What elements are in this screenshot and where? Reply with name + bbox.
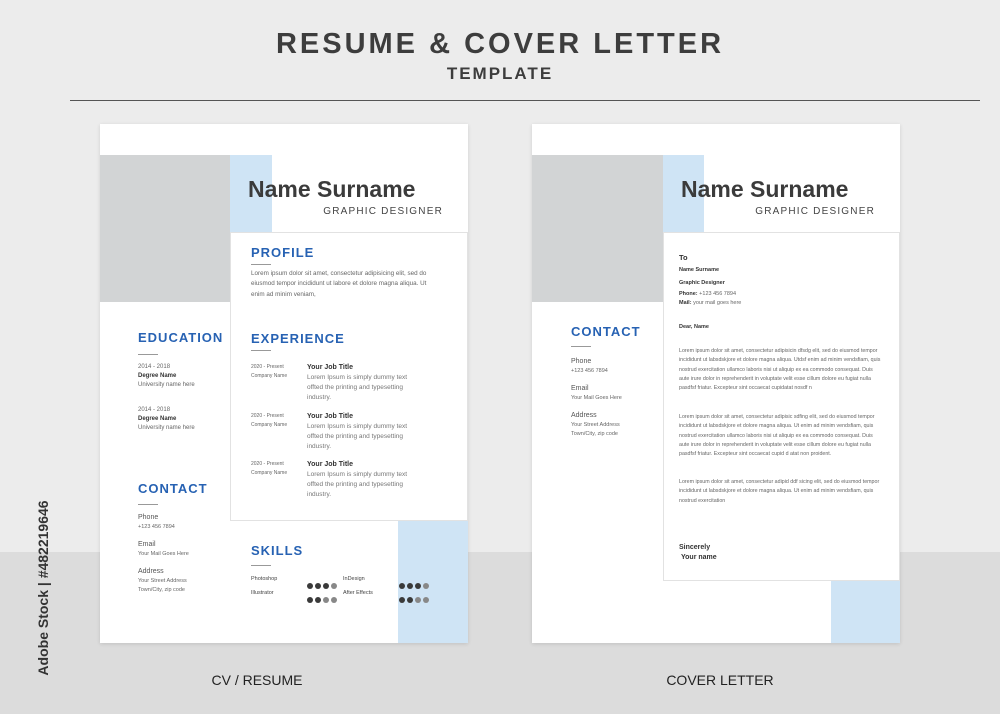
greeting: Dear, Name xyxy=(679,324,709,330)
skill-dot xyxy=(331,583,337,589)
mail-label: Mail: xyxy=(679,300,692,306)
exp-desc: Lorem Ipsum is simply dummy text xyxy=(307,374,408,381)
cv-page xyxy=(100,124,468,643)
email-label: Email xyxy=(138,541,156,548)
phone-value: +123 456 7894 xyxy=(138,524,175,530)
address-line1: Your Street Address xyxy=(138,578,187,584)
main-subtitle: TEMPLATE xyxy=(446,64,554,83)
mail-value: your mail goes here xyxy=(693,300,742,306)
address-label: Address xyxy=(138,568,164,575)
letter-card xyxy=(663,232,900,581)
email-value: Your Mail Goes Here xyxy=(138,551,189,557)
blue-block-bottom xyxy=(831,581,900,643)
exp-period: 2020 - Present xyxy=(251,364,284,370)
skill-dot xyxy=(407,583,413,589)
exp-company: Company Name xyxy=(251,470,288,476)
letter-contact xyxy=(571,357,622,439)
skill-dot xyxy=(331,597,337,603)
signature: Your name xyxy=(681,554,717,561)
skill-name: Illustrator xyxy=(251,590,274,596)
recipient-role: Graphic Designer xyxy=(679,280,725,286)
exp-desc: offted the printing and typesetting xyxy=(307,384,404,391)
heading-dash xyxy=(138,354,158,355)
experience-heading: EXPERIENCE xyxy=(251,331,345,346)
skill-dot xyxy=(323,597,329,603)
phone-value: +123 456 7894 xyxy=(699,291,737,297)
address-label: Address xyxy=(571,412,597,419)
exp-desc: industry. xyxy=(307,394,332,401)
education-item xyxy=(138,406,195,433)
cv-role: GRAPHIC DESIGNER xyxy=(323,206,443,217)
skill-dot xyxy=(415,583,421,589)
exp-desc: offted the printing and typesetting xyxy=(307,481,404,488)
skill-dot xyxy=(323,583,329,589)
cv-main-card xyxy=(230,232,468,521)
exp-company: Company Name xyxy=(251,421,288,428)
heading-dash xyxy=(571,346,591,347)
phone-value: +123 456 7894 xyxy=(571,368,608,374)
edu-years: 2014 - 2018 xyxy=(138,364,171,370)
cv-contact xyxy=(138,513,189,595)
paragraph-1: Lorem ipsum dolor sit amet, consectetur adipisicin dfsdg elit, sed do eiusmod tempor incididunt ut labsdskjore et dolore magna aliqua. Utdsf enim ad minim vendsfiam, quis nostrud exercitation ullamco laboris nisi ut aliquip ex ea commodo consequat. Duis aute irure dolor in reprehenderit in voluptate velit esse cillum dolore eu fugiat nulla pasdfsf friatur. Excepteur sint occaecat cupidatat nosdf n xyxy=(679,348,881,392)
skill-dot xyxy=(307,597,313,603)
skill-name: InDesign xyxy=(343,576,365,582)
skill-name: After Effects xyxy=(343,590,373,596)
heading-dash xyxy=(138,504,158,505)
address-line1: Your Street Address xyxy=(571,422,620,428)
paragraph-2: Lorem ipsum dolor sit amet, consectetur adipisic sdfing elit, sed do eiusmod tempor incididunt ut labsdskjore et dolore magna aliqua. Ut enim ad minim vendsfiam, quis nostrud exercitation ullamco laboris nisi ut aliquip ex ea commodo consequat. Duis aute irure dolor in reprehenderit in voluptate velit esse cillum dolore eu fugiat nulla pasdfsf friatur. Excepteur sint occaecat cupid d atat non proident. xyxy=(679,414,875,458)
contact-heading: CONTACT xyxy=(138,481,208,496)
email-label: Email xyxy=(571,385,589,392)
gray-block xyxy=(100,155,230,302)
skill-dot xyxy=(423,597,429,603)
exp-desc: industry. xyxy=(307,442,332,450)
cv-name: Name Surname xyxy=(248,176,416,202)
gray-block xyxy=(532,155,663,302)
phone-label: Phone: xyxy=(679,291,698,297)
skill-dot xyxy=(399,583,405,589)
edu-school: University name here xyxy=(138,425,195,431)
cover-letter-page xyxy=(532,124,900,643)
profile-text: Lorem ipsum dolor sit amet, consectetur adipisicing elit, sed do eiusmod tempor incididunt ut labore et dolore magna aliqua. Ut enim ad minim veniam, xyxy=(251,270,427,298)
letter-role: GRAPHIC DESIGNER xyxy=(755,206,875,217)
recipient-name: Name Surname xyxy=(679,267,720,273)
exp-desc: industry. xyxy=(307,491,332,498)
heading-dash xyxy=(251,264,271,265)
watermark-text: Adobe Stock | #482219646 xyxy=(35,500,51,676)
skill-dot xyxy=(415,597,421,603)
email-value: Your Mail Goes Here xyxy=(571,395,622,401)
skill-dot xyxy=(315,597,321,603)
exp-desc: Lorem Ipsum is simply dummy text xyxy=(307,422,408,430)
address-line2: Town/City, zip code xyxy=(138,587,185,593)
skills-heading: SKILLS xyxy=(251,543,304,558)
paragraph-3: Lorem ipsum dolor sit amet, consectetur adipid ddf sicing elit, sed do eiusmod tempor incididunt ut labsdskjore et dolore magna aliqua. Ut enim ad minim vendsfiam, quis nostrud exercitation xyxy=(679,479,880,504)
skill-dot xyxy=(423,583,429,589)
exp-period: 2020 - Present xyxy=(251,461,284,467)
main-title: RESUME & COVER LETTER xyxy=(275,28,725,60)
skill-dot xyxy=(399,597,405,603)
exp-title: Your Job Title xyxy=(307,364,354,371)
edu-years: 2014 - 2018 xyxy=(138,407,171,413)
exp-company: Company Name xyxy=(251,373,288,379)
closing: Sincerely xyxy=(679,544,711,551)
skill-level xyxy=(307,590,339,608)
skill-dot xyxy=(407,597,413,603)
skill-dot xyxy=(315,583,321,589)
to-label: To xyxy=(679,253,688,262)
education-item xyxy=(138,363,195,390)
heading-dash xyxy=(251,565,271,566)
edu-school: University name here xyxy=(138,382,195,388)
profile-heading: PROFILE xyxy=(251,245,315,260)
skill-name: Photoshop xyxy=(251,576,278,582)
exp-title: Your Job Title xyxy=(307,461,354,468)
letter-name: Name Surname xyxy=(681,176,849,202)
heading-dash xyxy=(251,350,271,351)
edu-degree: Degree Name xyxy=(138,416,177,422)
edu-degree: Degree Name xyxy=(138,373,177,379)
phone-label: Phone xyxy=(138,514,159,521)
recipient-block xyxy=(679,251,741,308)
education-heading: EDUCATION xyxy=(138,330,224,345)
exp-period: 2020 - Present xyxy=(251,412,284,419)
exp-desc: offted the printing and typesetting xyxy=(307,432,404,440)
phone-label: Phone xyxy=(571,358,592,365)
divider xyxy=(70,100,980,101)
cv-caption: CV / RESUME xyxy=(211,672,303,688)
skill-level xyxy=(399,590,431,608)
address-line2: Town/City, zip code xyxy=(571,431,618,437)
exp-title: Your Job Title xyxy=(307,412,354,420)
skill-dot xyxy=(307,583,313,589)
contact-heading: CONTACT xyxy=(571,324,641,339)
letter-caption: COVER LETTER xyxy=(666,672,774,688)
exp-desc: Lorem Ipsum is simply dummy text xyxy=(307,471,408,478)
